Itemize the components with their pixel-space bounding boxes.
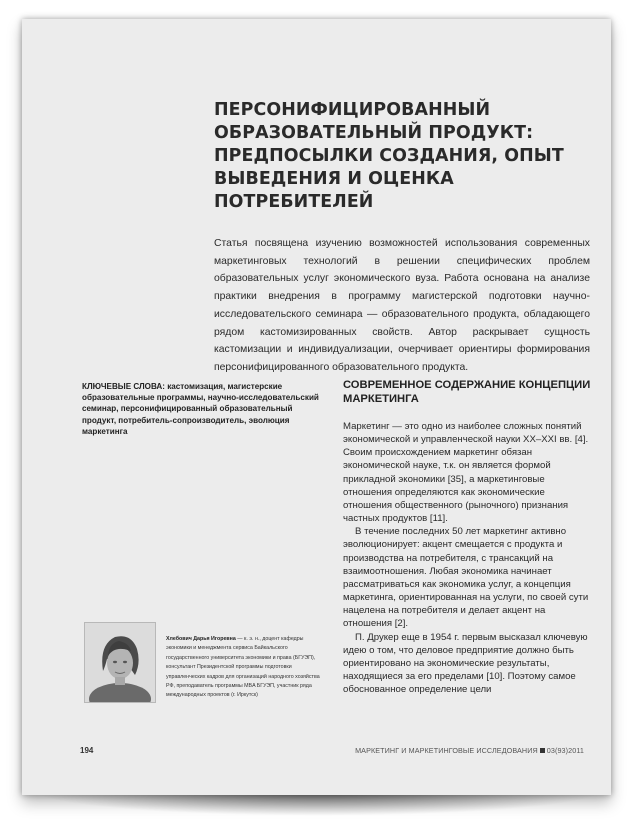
square-bullet-icon xyxy=(540,748,545,753)
author-bio: — к. э. н., доцент кафедры экономики и менеджмента сервиса Байкальского государственного университета экономики и права (БГУЭП), консультант Президентской программы подготовки управленческих кадров для организаций народного хозяйства РФ, преподаватель программы MBA БГУЭП, участник ряда международных проектов (г. Иркутск) xyxy=(166,636,320,699)
keywords: КЛЮЧЕВЫЕ СЛОВА: кастомизация, магистерские образовательные программы, научно-исследовательский семинар, персонифицированный образовательный продукт, потребитель-сопроизводитель, эволюция маркетинга xyxy=(82,382,319,436)
section-title: СОВРЕМЕННОЕ СОДЕРЖАНИЕ КОНЦЕПЦИИ МАРКЕТИНГА xyxy=(343,379,591,405)
paragraph: Маркетинг — это одно из наиболее сложных понятий экономической и управленческой науки XX–XXI вв. [4]. Своим происхождением маркетинг обязан экономической науке, т.к. он является формой прикладной экономики [35], а маркетинговые отношения определяются как экономические отношения общественного (рыночного) признания частных продуктов [11]. xyxy=(343,421,589,525)
journal-footer xyxy=(355,746,584,755)
author-info xyxy=(166,635,328,701)
article-title: ПЕРСОНИФИЦИРОВАННЫЙ ОБРАЗОВАТЕЛЬНЫЙ ПРОДУКТ: ПРЕДПОСЫЛКИ СОЗДАНИЯ, ОПЫТ ВЫВЕДЕНИЯ И ОЦЕНКА ПОТРЕБИТЕЛЕЙ xyxy=(214,100,564,212)
page-number: 194 xyxy=(80,746,94,755)
author-portrait-image xyxy=(85,623,155,702)
journal-name: МАРКЕТИНГ И МАРКЕТИНГОВЫЕ ИССЛЕДОВАНИЯ xyxy=(355,746,538,755)
paragraph: В течение последних 50 лет маркетинг активно эволюционирует: акцент смещается с продукта и производства на потребителя, с трансакций на взаимоотношения. Любая экономика начинает рассматриваться как экономика услуг, а концепция маркетинга, ориентированная на услуги, по своей сути нацелена на потребителя и делает акцент на отношения [2]. xyxy=(343,526,589,630)
journal-issue: 03(93)2011 xyxy=(546,746,584,755)
body-text xyxy=(343,420,593,696)
author-photo xyxy=(84,622,156,703)
article-abstract: Статья посвящена изучению возможностей использования современных маркетинговых технологий в решении специфических проблем образовательных услуг экономического вуза. Работа основана на анализе практики внедрения в программу магистерской подготовки научно-исследовательского семинара — образовательного продукта, обладающего рядом кастомизированных свойств. Автор раскрывает сущность кастомизации и индивидуализации, очерчивает ориентиры формирования персонифицированного образовательного продукта. xyxy=(214,238,590,373)
paragraph: П. Друкер еще в 1954 г. первым высказал ключевую идею о том, что деловое предприятие должно быть ориентировано на экономические результаты, находящиеся за его пределами [10]. Поэтому самое обоснованное определение цели xyxy=(343,631,588,696)
document-page xyxy=(22,19,611,795)
author-name: Хлебович Дарья Игоревна xyxy=(166,636,236,642)
